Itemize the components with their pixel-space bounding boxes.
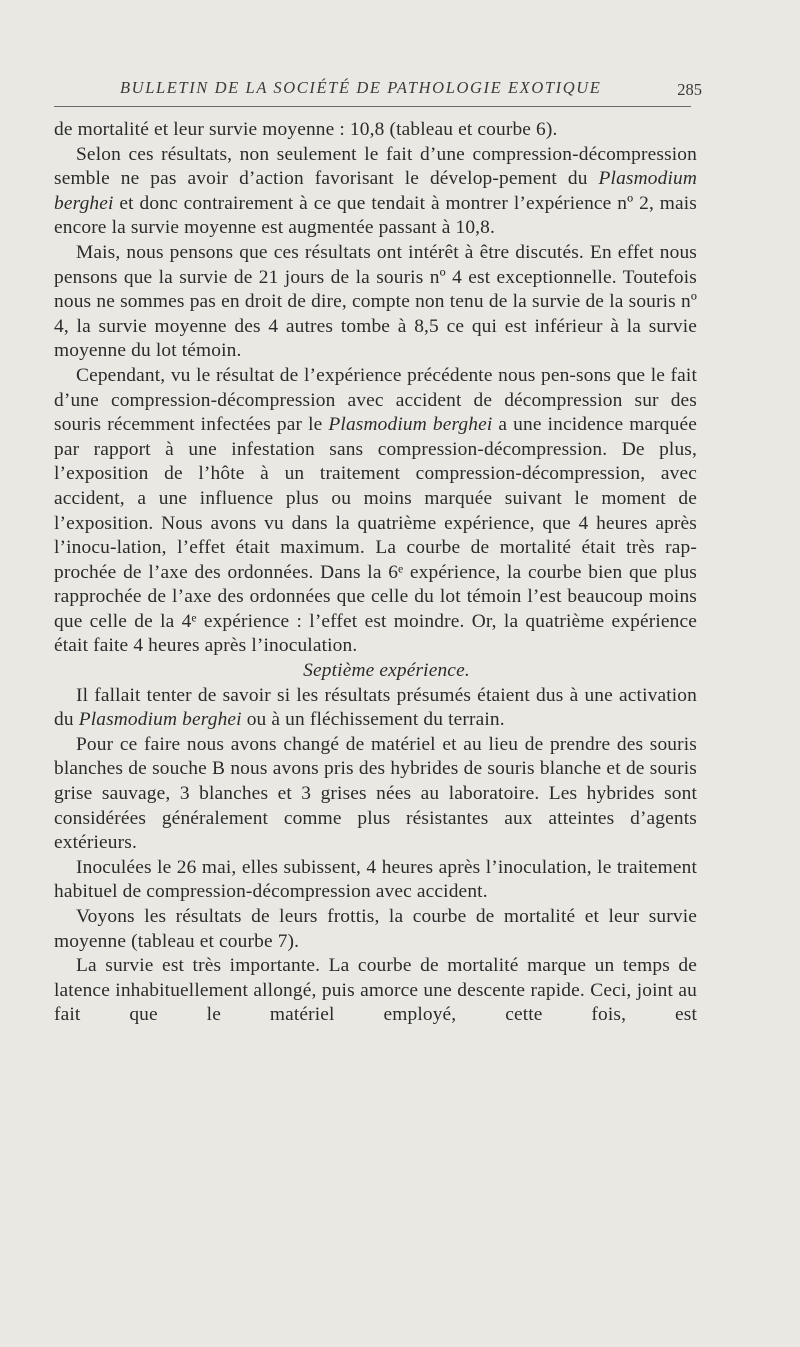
paragraph	[54, 856, 697, 905]
text-run: ou à un fléchissement du terrain.	[241, 709, 505, 731]
running-header	[54, 78, 702, 108]
paragraph	[54, 684, 697, 733]
paragraph-continued	[54, 118, 697, 143]
text-run: Selon ces résultats, non seulement le fait d’une compression-décompression semble ne pas avoir d’action favorisant le dévelop-pement du	[54, 143, 697, 190]
text-run: a une incidence marquée par rapport à une infestation sans compression-décompression. De plus, l’exposition de l’hôte à un traitement compression-décompression, avec accident, a une influence plus ou moins marquée suivant le moment de l’exposition. Nous avons vu dans la quatrième expérience, que 4 heures après l’inocu-lation, l’effet était maximum. La courbe de mortalité était très rap-prochée de l’axe des ordonnées. Dans la 6ᵉ expérience, la courbe bien que plus rapprochée de l’axe des ordonnées que celle du lot témoin l’est beaucoup moins que celle de la 4ᵉ expérience : l’effet est moindre. Or, la quatrième expérience était faite 4 heures après l’inoculation.	[54, 414, 698, 657]
text-run: Cependant, vu le résultat de l’expérience précédente nous pen-sons que le fait d’une compression-décompression avec accident de décompression sur des souris récemment infectées par le	[54, 364, 697, 436]
paragraph-continues-next-page	[54, 954, 697, 1028]
paragraph	[54, 364, 697, 659]
species-name: Plasmodium berghei	[328, 414, 493, 436]
text-run: Inoculées le 26 mai, elles subissent, 4 heures après l’inoculation, le traitement habituel de compression-décompression avec accident.	[54, 856, 697, 903]
text-run: et donc contrairement à ce que tendait à montrer l’expérience nº 2, mais encore la survie moyenne est augmentée passant à 10,8.	[54, 192, 697, 239]
paragraph	[54, 143, 697, 241]
species-name: Plasmodium berghei	[54, 168, 697, 214]
text-run: Mais, nous pensons que ces résultats ont intérêt à être discutés. En effet nous pensons que la survie de 21 jours de la souris nº 4 est exceptionnelle. Toutefois nous ne sommes pas en droit de dire, compte non tenu de la survie de la souris nº 4, la survie moyenne des 4 autres tombe à 8,5 ce qui est inférieur à la survie moyenne du lot témoin.	[54, 241, 697, 362]
species-name: Plasmodium berghei	[78, 709, 242, 731]
paragraph	[54, 733, 697, 856]
paragraph	[54, 905, 697, 954]
text-run: de mortalité et leur survie moyenne : 10,8 (tableau et courbe 6).	[54, 119, 558, 140]
text-run: La survie est très importante. La courbe de mortalité marque un temps de latence inhabituellement allongé, puis amorce une descente rapide. Ceci, joint au fait que le matériel employé, cette fois, est	[54, 955, 697, 1026]
text-run: Il fallait tenter de savoir si les résultats présumés étaient dus à une activation du	[54, 684, 697, 731]
paragraph	[54, 241, 697, 364]
text-run: Voyons les résultats de leurs frottis, la courbe de mortalité et leur survie moyenne (tableau et courbe 7).	[54, 906, 697, 952]
text-run: Pour ce faire nous avons changé de matériel et au lieu de prendre des souris blanches de souche B nous avons pris des hybrides de souris blanche et de souris grise sauvage, 3 blanches et 3 grises nées au laboratoire. Les hybrides sont considérées généralement comme plus résistantes aux atteintes d’agents extérieurs.	[54, 733, 697, 854]
article-body	[54, 118, 697, 1028]
section-heading	[54, 659, 697, 684]
journal-running-title: BULLETIN DE LA SOCIÉTÉ DE PATHOLOGIE EXOTIQUE	[120, 78, 602, 97]
header-rule	[54, 106, 691, 107]
page-number: 285	[677, 80, 702, 99]
section-heading-text: Septième expérience.	[303, 660, 470, 682]
